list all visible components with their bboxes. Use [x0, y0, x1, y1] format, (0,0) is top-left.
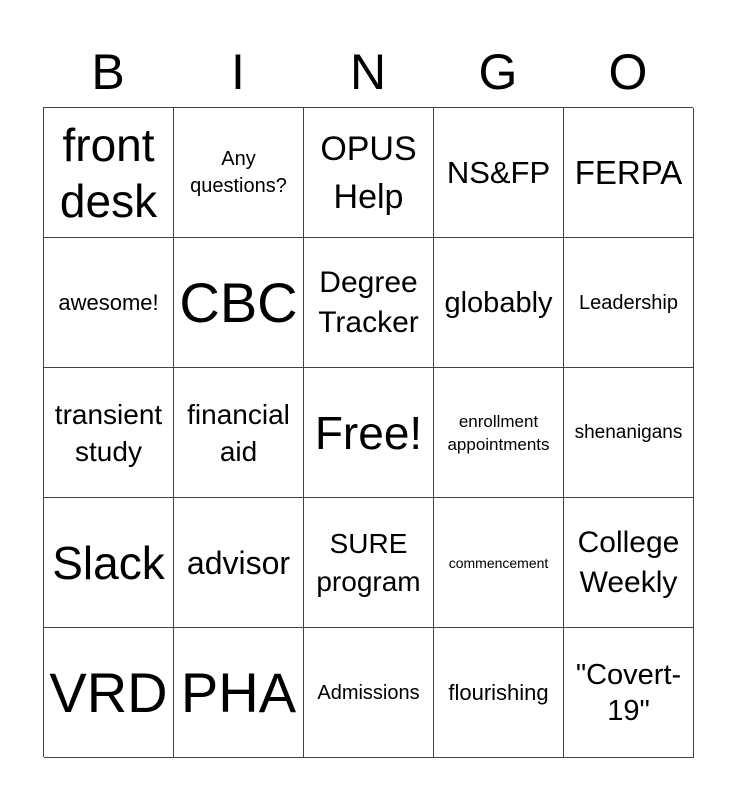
cell-text: globably — [444, 286, 553, 319]
cell-text: VRD — [49, 660, 168, 724]
bingo-cell[interactable] — [44, 628, 174, 758]
cell-text: shenanigans — [574, 421, 683, 443]
bingo-cell[interactable] — [174, 368, 304, 498]
cell-text: Free! — [314, 406, 423, 459]
bingo-cell[interactable] — [44, 238, 174, 368]
cell-text: College Weekly — [577, 525, 680, 599]
bingo-cell[interactable] — [174, 238, 304, 368]
header-letter-i: I — [231, 44, 245, 100]
cell-text: transient study — [54, 398, 163, 467]
cell-text: flourishing — [448, 679, 549, 705]
bingo-cell[interactable] — [304, 238, 434, 368]
bingo-cell[interactable] — [434, 238, 564, 368]
header-letter-b: B — [91, 44, 125, 100]
cell-text: Slack — [52, 536, 165, 589]
cell-text: NS&FP — [446, 154, 551, 190]
cell-text: Degree Tracker — [318, 265, 419, 339]
header-letter-o: O — [608, 44, 648, 100]
bingo-cell[interactable] — [304, 628, 434, 758]
header-letter-n: N — [349, 44, 387, 100]
bingo-cell[interactable] — [434, 108, 564, 238]
cell-text: SURE program — [316, 527, 421, 597]
cell-text: advisor — [186, 544, 291, 581]
header-letter-g: G — [478, 44, 518, 100]
cell-text: Any questions? — [190, 147, 287, 197]
cell-text: enrollment appointments — [447, 411, 550, 454]
bingo-cell[interactable] — [564, 498, 694, 628]
bingo-cell[interactable] — [564, 628, 694, 758]
bingo-cell[interactable] — [174, 628, 304, 758]
cell-text: PHA — [180, 660, 297, 724]
bingo-header — [43, 40, 693, 104]
bingo-cell[interactable] — [564, 238, 694, 368]
bingo-cell[interactable] — [434, 498, 564, 628]
cell-text: Admissions — [317, 681, 420, 704]
bingo-cell[interactable] — [304, 108, 434, 238]
cell-text: "Covert-19" — [575, 658, 682, 727]
cell-text: front desk — [59, 118, 158, 227]
bingo-board — [43, 107, 693, 757]
bingo-cell[interactable] — [174, 108, 304, 238]
bingo-cell[interactable] — [434, 368, 564, 498]
bingo-cell[interactable] — [44, 498, 174, 628]
cell-text: financial aid — [187, 398, 290, 467]
cell-text: commencement — [448, 554, 549, 571]
bingo-cell[interactable] — [564, 108, 694, 238]
bingo-cell[interactable] — [304, 368, 434, 498]
cell-text: awesome! — [58, 289, 159, 315]
bingo-cell[interactable] — [434, 628, 564, 758]
bingo-cell[interactable] — [174, 498, 304, 628]
cell-text: Leadership — [579, 291, 678, 314]
bingo-cell[interactable] — [44, 368, 174, 498]
bingo-cell[interactable] — [304, 498, 434, 628]
bingo-cell[interactable] — [44, 108, 174, 238]
cell-text: OPUS Help — [320, 129, 417, 216]
cell-text: FERPA — [574, 153, 683, 191]
cell-text: CBC — [179, 270, 298, 334]
bingo-cell[interactable] — [564, 368, 694, 498]
